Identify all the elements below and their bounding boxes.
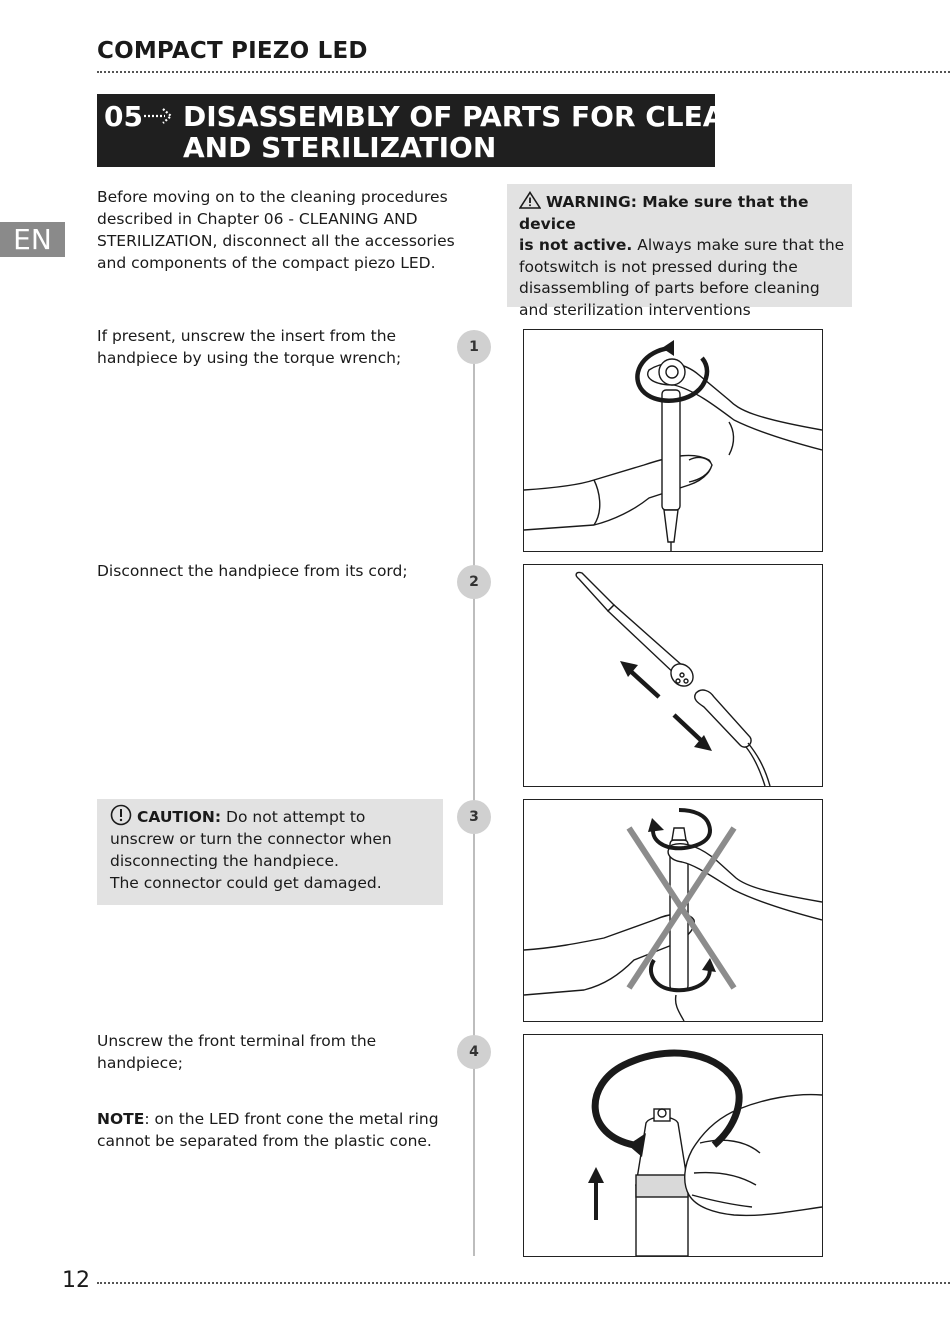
document-header-title: COMPACT PIEZO LED	[97, 38, 368, 64]
step-number-badge: 4	[457, 1035, 491, 1069]
warning-line	[519, 235, 847, 257]
note-line: cannot be separated from the plastic cone.	[97, 1132, 432, 1150]
dotted-arrow-icon	[143, 106, 175, 130]
header-divider	[97, 71, 950, 73]
warning-triangle-icon	[519, 191, 541, 209]
step-line: handpiece by using the torque wrench;	[97, 349, 402, 367]
intro-line: and components of the compact piezo LED.	[97, 254, 436, 272]
intro-line: STERILIZATION, disconnect all the accessories	[97, 232, 455, 250]
caution-text: Do not attempt to	[221, 808, 366, 826]
intro-paragraph	[97, 186, 467, 274]
step-1-text	[97, 325, 437, 369]
intro-line: Before moving on to the cleaning procedures	[97, 188, 448, 206]
caution-box	[97, 799, 443, 905]
note-line	[97, 1108, 447, 1130]
warning-line: footswitch is not pressed during the	[519, 257, 798, 276]
step-2-illustration	[523, 564, 823, 787]
section-number: 05	[104, 100, 143, 133]
language-tab: EN	[0, 222, 65, 257]
section-title-line2: AND STERILIZATION	[183, 131, 497, 164]
section-banner	[97, 94, 805, 167]
step-4-illustration	[523, 1034, 823, 1257]
caution-bold: CAUTION:	[136, 808, 222, 826]
step-number-badge: 1	[457, 330, 491, 364]
step-line: Disconnect the handpiece from its cord;	[97, 562, 408, 580]
caution-line: unscrew or turn the connector when	[110, 830, 392, 848]
page-number: 12	[62, 1268, 90, 1293]
step-4-text	[97, 1030, 437, 1074]
warning-line	[519, 191, 847, 235]
step-line: handpiece;	[97, 1054, 183, 1072]
step-number-badge: 3	[457, 800, 491, 834]
warning-line: and sterilization interventions	[519, 300, 751, 319]
step-line: If present, unscrew the insert from the	[97, 327, 397, 345]
warning-bold-line2: is not active.	[519, 236, 633, 254]
caution-line: The connector could get damaged.	[110, 874, 382, 892]
warning-text: Always make sure that the	[632, 236, 845, 254]
note-text: : on the LED front cone the metal ring	[144, 1110, 439, 1128]
step-number-badge: 2	[457, 565, 491, 599]
footer-divider	[97, 1282, 950, 1284]
warning-bold-line1: WARNING: Make sure that the device	[519, 193, 809, 233]
exclamation-circle-icon	[110, 804, 132, 826]
note-paragraph	[97, 1108, 447, 1152]
caution-line	[110, 804, 440, 828]
section-title-line1: DISASSEMBLY OF PARTS FOR CLEANING	[183, 100, 805, 133]
warning-line: disassembling of parts before cleaning	[519, 279, 820, 297]
intro-line: described in Chapter 06 - CLEANING AND	[97, 210, 418, 228]
warning-box	[507, 184, 852, 319]
caution-line: disconnecting the handpiece.	[110, 852, 339, 870]
note-bold: NOTE	[97, 1110, 145, 1128]
step-2-text	[97, 560, 437, 582]
step-1-illustration	[523, 329, 823, 552]
step-3-illustration	[523, 799, 823, 1022]
step-line: Unscrew the front terminal from the	[97, 1032, 377, 1050]
